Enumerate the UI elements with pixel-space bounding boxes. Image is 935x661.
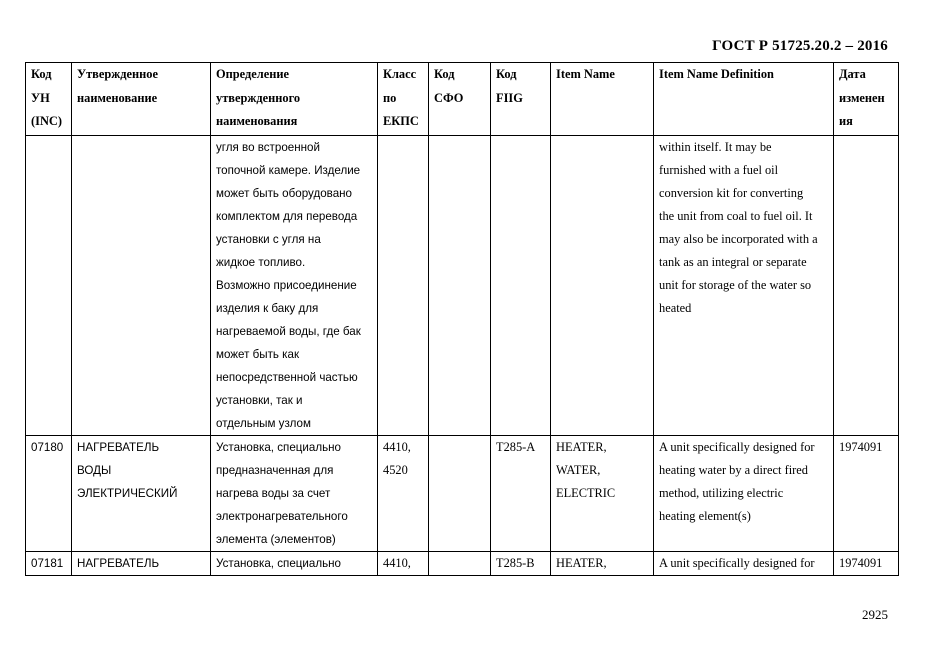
table-row bbox=[26, 135, 899, 435]
cell-text-line: ЭЛЕКТРИЧЕСКИЙ bbox=[77, 486, 178, 500]
column-header-item_def bbox=[654, 63, 834, 136]
cell-text-line: Установка, специально bbox=[216, 440, 341, 454]
column-header-line: по bbox=[383, 90, 397, 105]
cell-text-line: furnished with a fuel oil bbox=[659, 162, 779, 177]
cell-text-line: изделия к баку для bbox=[216, 301, 319, 315]
cell-item_name bbox=[551, 435, 654, 551]
column-header-line: наименование bbox=[77, 90, 158, 105]
cell-text-line: предназначенная для bbox=[216, 463, 334, 477]
column-header-item_name bbox=[551, 63, 654, 136]
cell-fiig bbox=[491, 551, 551, 575]
column-header-fiig bbox=[491, 63, 551, 136]
page-number: 2925 bbox=[862, 607, 888, 622]
cell-text-line: heating water by a direct fired bbox=[659, 462, 808, 477]
column-header-line: Класс bbox=[383, 67, 417, 81]
cell-text-line: Установка, специально bbox=[216, 556, 341, 570]
cell-text-line: 07181 bbox=[31, 556, 64, 570]
cell-text-line: heated bbox=[659, 300, 692, 315]
table-row bbox=[26, 551, 899, 575]
cell-text-line: the unit from coal to fuel oil. It bbox=[659, 208, 813, 223]
column-header-line: Item Name Definition bbox=[659, 67, 774, 81]
cell-sfo bbox=[429, 435, 491, 551]
cell-sfo bbox=[429, 135, 491, 435]
column-header-line: Утвержденное bbox=[77, 67, 158, 81]
cell-date bbox=[834, 551, 899, 575]
column-header-line: FIIG bbox=[496, 90, 523, 105]
cell-text-line: 1974091 bbox=[839, 555, 883, 570]
cell-text-line: жидкое топливо. bbox=[216, 255, 306, 269]
cell-date bbox=[834, 435, 899, 551]
cell-text-line: ВОДЫ bbox=[77, 463, 112, 477]
cell-text-line: угля во встроенной bbox=[216, 140, 320, 154]
cell-item_name bbox=[551, 135, 654, 435]
column-header-line: Код bbox=[496, 67, 517, 81]
cell-ekps bbox=[378, 435, 429, 551]
cell-fiig bbox=[491, 435, 551, 551]
cell-text-line: HEATER, bbox=[556, 555, 607, 570]
cell-text-line: ELECTRIC bbox=[556, 485, 616, 500]
column-header-line: СФО bbox=[434, 90, 464, 105]
column-header-ekps bbox=[378, 63, 429, 136]
column-header-line: УН bbox=[31, 90, 50, 105]
cell-item_def bbox=[654, 551, 834, 575]
nomenclature-table bbox=[25, 62, 899, 576]
cell-code bbox=[26, 435, 72, 551]
cell-fiig bbox=[491, 135, 551, 435]
document-header: ГОСТ Р 51725.20.2 – 2016 bbox=[712, 38, 888, 54]
column-header-date bbox=[834, 63, 899, 136]
cell-item_def bbox=[654, 135, 834, 435]
column-header-line: Item Name bbox=[556, 67, 615, 81]
cell-text-line: топочной камере. Изделие bbox=[216, 163, 361, 177]
cell-text-line: may also be incorporated with a bbox=[659, 231, 818, 246]
cell-text-line: непосредственной частью bbox=[216, 370, 358, 384]
table-header-row bbox=[26, 63, 899, 136]
cell-text-line: отдельным узлом bbox=[216, 416, 311, 430]
cell-text-line: НАГРЕВАТЕЛЬ bbox=[77, 556, 160, 570]
cell-text-line: method, utilizing electric bbox=[659, 485, 784, 500]
cell-text-line: Возможно присоединение bbox=[216, 278, 357, 292]
cell-text-line: 4410, bbox=[383, 439, 411, 454]
column-header-line: Определение bbox=[216, 67, 290, 81]
cell-definition bbox=[211, 435, 378, 551]
column-header-definition bbox=[211, 63, 378, 136]
cell-code bbox=[26, 551, 72, 575]
cell-text-line: A unit specifically designed for bbox=[659, 439, 815, 454]
cell-approved_name bbox=[72, 135, 211, 435]
cell-text-line: 07180 bbox=[31, 440, 64, 454]
cell-text-line: может быть оборудовано bbox=[216, 186, 352, 200]
column-header-line: (INC) bbox=[31, 114, 62, 128]
cell-text-line: установки с угля на bbox=[216, 232, 321, 246]
cell-text-line: heating element(s) bbox=[659, 508, 751, 523]
column-header-line: ия bbox=[839, 114, 853, 128]
cell-ekps bbox=[378, 551, 429, 575]
cell-text-line: tank as an integral or separate bbox=[659, 254, 807, 269]
cell-code bbox=[26, 135, 72, 435]
cell-text-line: нагрева воды за счет bbox=[216, 486, 331, 500]
cell-approved_name bbox=[72, 435, 211, 551]
column-header-code bbox=[26, 63, 72, 136]
cell-text-line: нагреваемой воды, где бак bbox=[216, 324, 361, 338]
column-header-line: Дата bbox=[839, 67, 866, 81]
cell-text-line: A unit specifically designed for bbox=[659, 555, 815, 570]
cell-text-line: НАГРЕВАТЕЛЬ bbox=[77, 440, 160, 454]
cell-text-line: HEATER, bbox=[556, 439, 607, 454]
cell-item_name bbox=[551, 551, 654, 575]
column-header-line: утвержденного bbox=[216, 90, 301, 105]
cell-text-line: установки, так и bbox=[216, 393, 303, 407]
cell-date bbox=[834, 135, 899, 435]
column-header-sfo bbox=[429, 63, 491, 136]
cell-text-line: может быть как bbox=[216, 347, 300, 361]
table-row bbox=[26, 435, 899, 551]
cell-ekps bbox=[378, 135, 429, 435]
cell-text-line: conversion kit for converting bbox=[659, 185, 804, 200]
cell-text-line: комплектом для перевода bbox=[216, 209, 358, 223]
cell-text-line: элемента (элементов) bbox=[216, 532, 336, 546]
cell-text-line: 4520 bbox=[383, 462, 408, 477]
cell-definition bbox=[211, 551, 378, 575]
cell-text-line: T285-A bbox=[496, 439, 536, 454]
cell-text-line: unit for storage of the water so bbox=[659, 277, 812, 292]
cell-definition bbox=[211, 135, 378, 435]
column-header-line: ЕКПС bbox=[383, 114, 419, 128]
column-header-line: наименования bbox=[216, 114, 298, 128]
column-header-approved_name bbox=[72, 63, 211, 136]
cell-text-line: 4410, bbox=[383, 555, 411, 570]
column-header-line: изменен bbox=[839, 90, 885, 105]
cell-text-line: электронагревательного bbox=[216, 509, 348, 523]
cell-text-line: 1974091 bbox=[839, 439, 883, 454]
cell-text-line: WATER, bbox=[556, 462, 601, 477]
column-header-line: Код bbox=[434, 67, 455, 81]
cell-item_def bbox=[654, 435, 834, 551]
cell-sfo bbox=[429, 551, 491, 575]
cell-text-line: T285-B bbox=[496, 555, 535, 570]
column-header-line: Код bbox=[31, 67, 52, 81]
cell-approved_name bbox=[72, 551, 211, 575]
cell-text-line: within itself. It may be bbox=[659, 139, 772, 154]
